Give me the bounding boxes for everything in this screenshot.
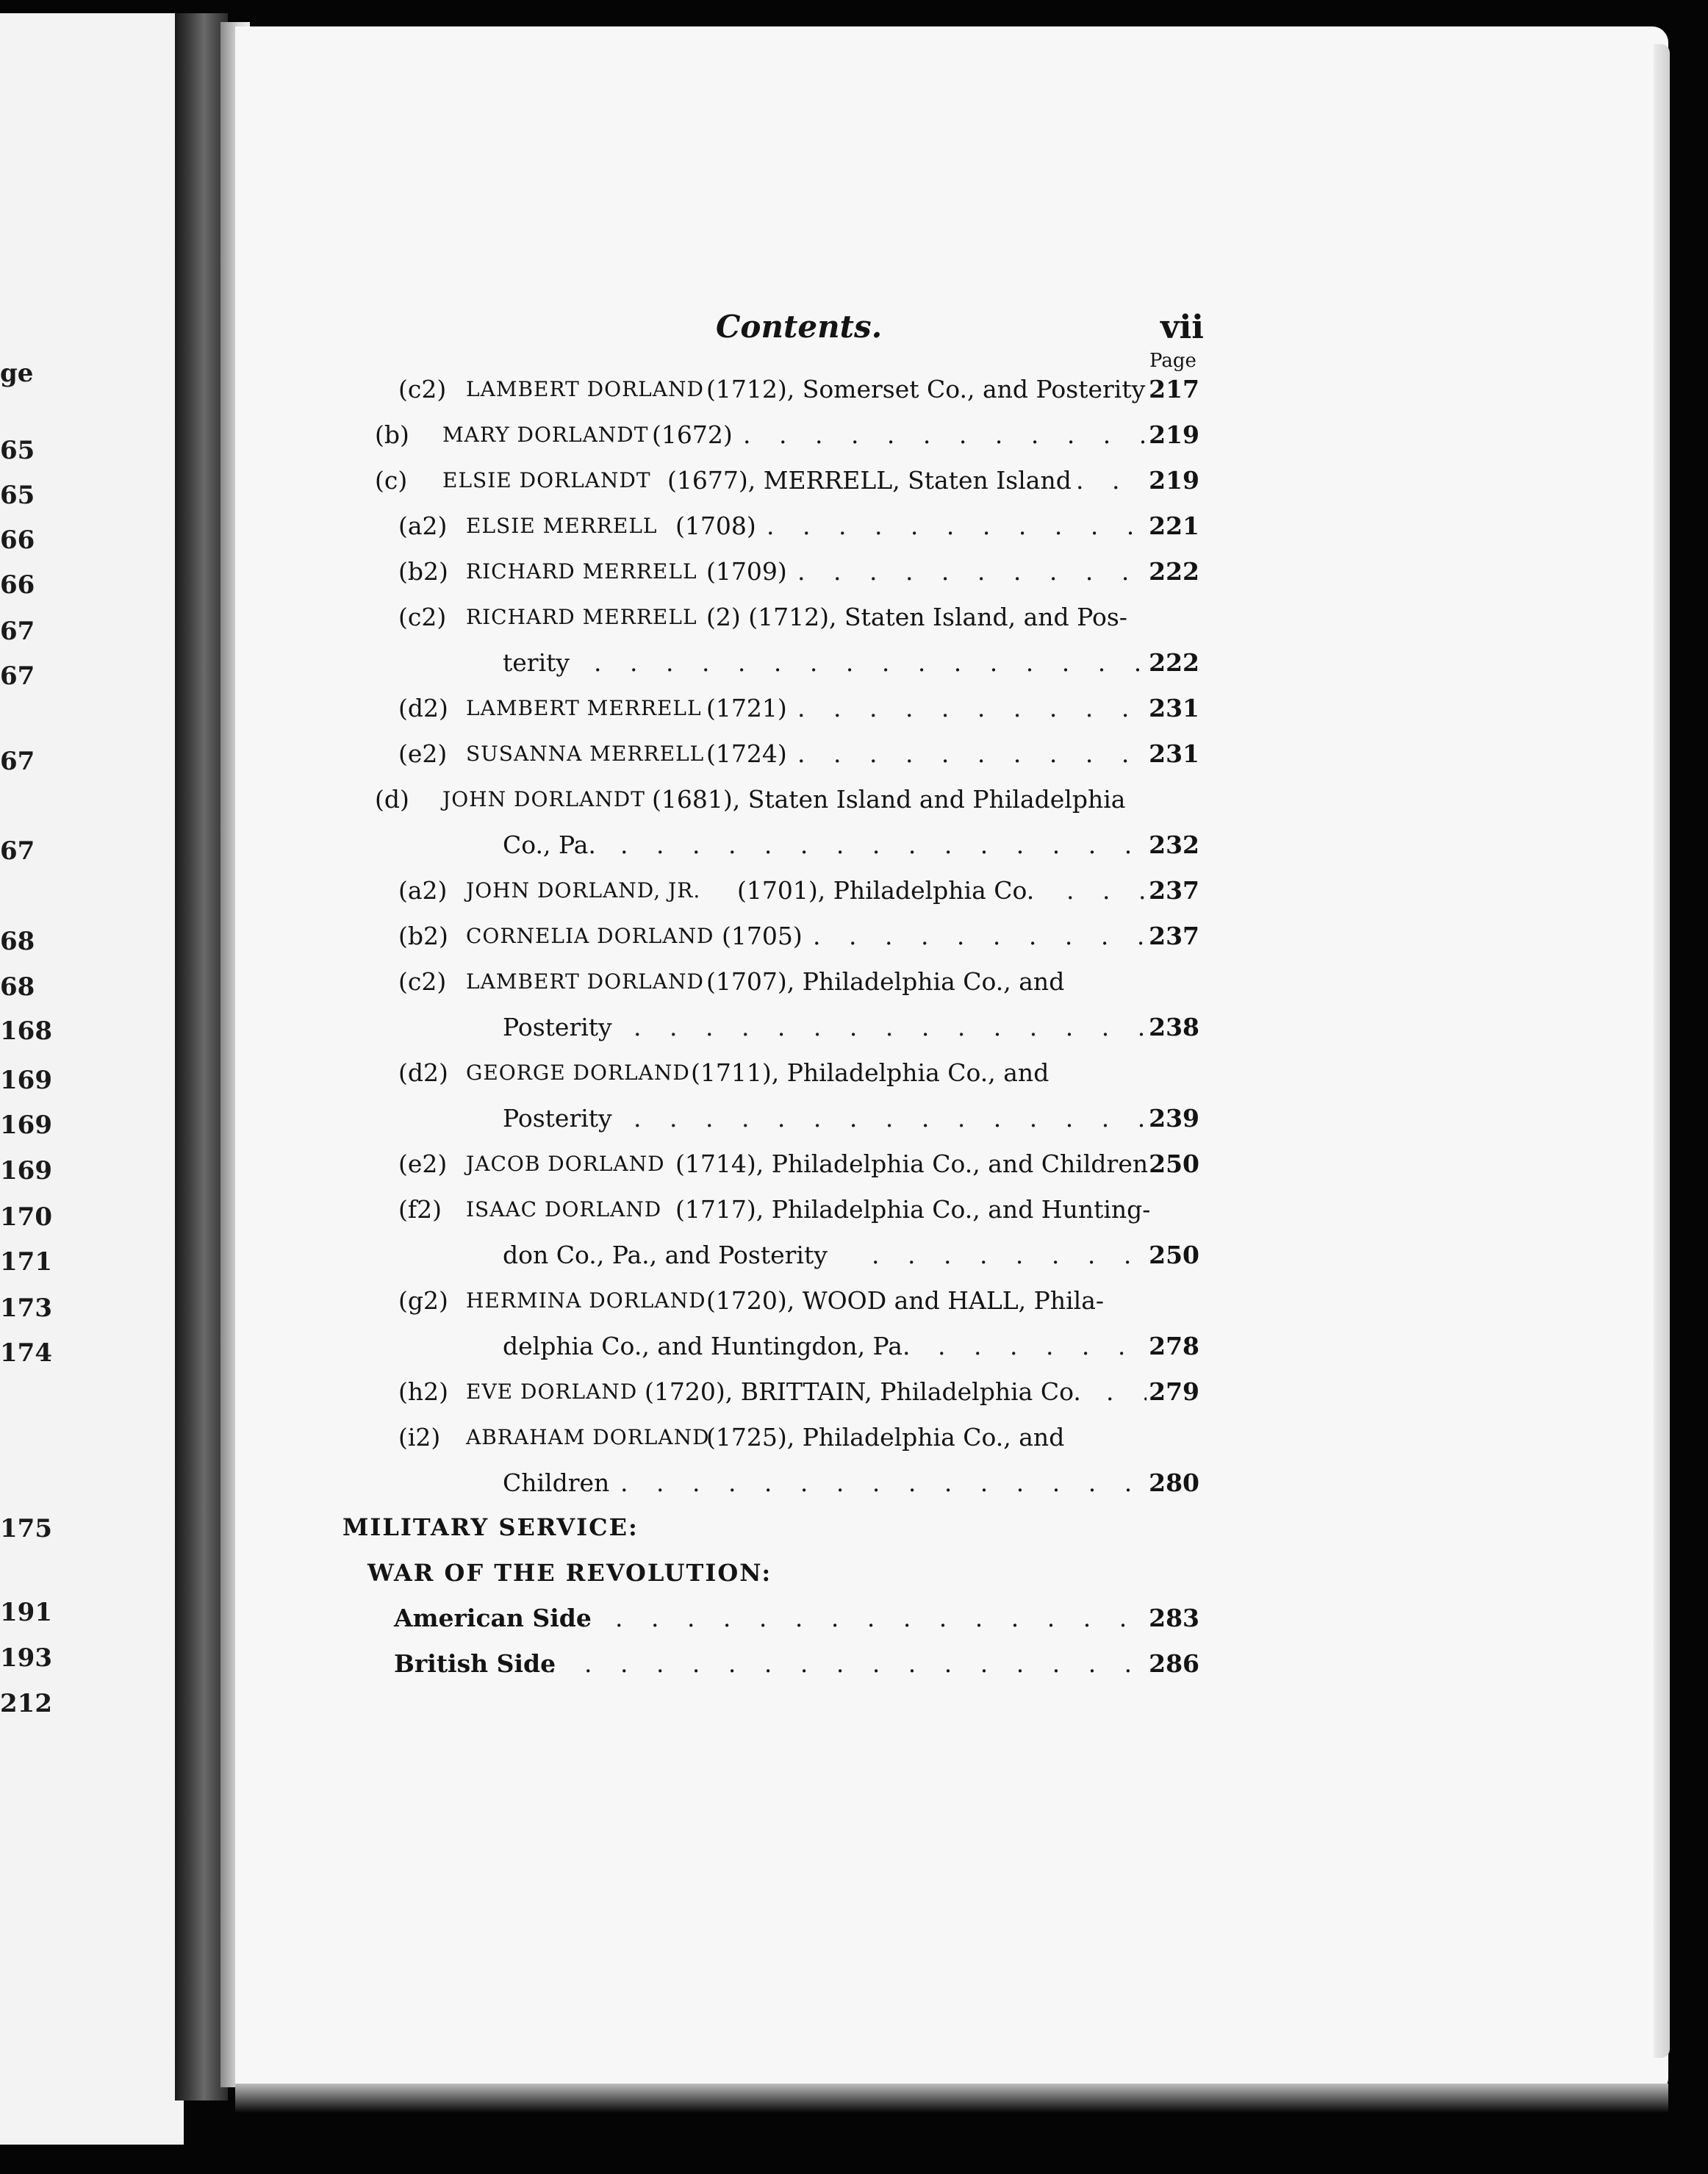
left-page-number: 193	[0, 1643, 52, 1673]
left-page-number: ge	[0, 359, 34, 388]
leader-dots	[579, 1599, 1148, 1637]
left-page-number: 175	[0, 1514, 52, 1543]
entry-code: (e2)	[398, 1149, 448, 1178]
leader-dots	[1106, 1373, 1147, 1411]
entry-code: (c2)	[398, 603, 447, 631]
entry-description: (2) (1712), Staten Island, and Pos-	[706, 603, 1127, 631]
leader-dots	[548, 1645, 1148, 1683]
toc-entry	[345, 598, 1199, 636]
entry-page: 238	[1149, 1013, 1199, 1041]
toc-entry	[345, 1236, 1199, 1274]
leader-dots	[620, 1464, 1147, 1502]
toc-entry-american-side	[394, 1599, 1199, 1637]
toc-entry	[345, 1418, 1199, 1457]
left-page-number: 191	[0, 1598, 52, 1627]
left-page-number: 65	[0, 481, 35, 510]
entry-label: American Side	[394, 1604, 592, 1632]
page-number: vii	[1160, 309, 1204, 346]
entry-code: (a2)	[398, 512, 448, 540]
left-page-number: 66	[0, 570, 35, 600]
toc-entry	[345, 370, 1199, 409]
entry-description: (1725), Philadelphia Co., and	[706, 1423, 1065, 1452]
leader-dots	[594, 644, 1147, 682]
left-page-number: 65	[0, 436, 35, 465]
entry-name: ELSIE DORLANDT	[442, 468, 651, 492]
toc-entry	[345, 689, 1199, 728]
entry-description: delphia Co., and Huntingdon, Pa.	[503, 1332, 911, 1360]
entry-description: (1720), BRITTAIN, Philadelphia Co.	[645, 1377, 1081, 1406]
entry-name: JOHN DORLAND, JR.	[466, 878, 701, 903]
entry-page: 232	[1149, 831, 1199, 859]
entry-page: 237	[1149, 922, 1199, 950]
leader-dots	[767, 507, 1147, 545]
toc-entry	[345, 1464, 1199, 1502]
entry-code: (d2)	[398, 694, 448, 722]
left-page-number: 67	[0, 617, 35, 646]
toc-entry	[345, 872, 1199, 910]
toc-entry	[345, 1282, 1199, 1320]
entry-page: 217	[1149, 375, 1199, 403]
toc-entry	[345, 1008, 1199, 1047]
leader-dots	[938, 1327, 1147, 1366]
entry-description: Posterity	[503, 1013, 612, 1041]
toc-entry	[345, 1373, 1199, 1411]
toc-entry	[345, 1191, 1199, 1229]
entry-name: CORNELIA DORLAND	[466, 924, 714, 948]
entry-name: ISAAC DORLAND	[466, 1197, 662, 1221]
entry-code: (f2)	[398, 1195, 442, 1224]
entry-description: Posterity	[503, 1104, 612, 1133]
toc-entry	[345, 781, 1199, 819]
toc-entry	[345, 553, 1199, 591]
entry-description: (1720), WOOD and HALL, Phila-	[706, 1286, 1105, 1315]
entry-code: (c2)	[398, 967, 447, 996]
section-heading-revolution: WAR OF THE REVOLUTION:	[367, 1559, 772, 1587]
entry-code: (h2)	[398, 1377, 448, 1406]
entry-description: don Co., Pa., and Posterity	[503, 1241, 828, 1269]
entry-page: 280	[1149, 1468, 1199, 1497]
entry-description: (1677), MERRELL, Staten Island	[667, 466, 1072, 495]
entry-name: LAMBERT MERRELL	[466, 696, 702, 720]
page-title: Contents.	[716, 309, 883, 345]
entry-description: (1712), Somerset Co., and Posterity	[706, 375, 1146, 403]
leader-dots	[634, 1008, 1147, 1047]
entry-description: (1714), Philadelphia Co., and Children	[675, 1149, 1149, 1178]
entry-description: (1705)	[722, 922, 803, 950]
left-page-number: 169	[0, 1156, 52, 1185]
entry-name: ABRAHAM DORLAND	[466, 1425, 710, 1449]
entry-name: JOHN DORLANDT	[442, 787, 645, 811]
entry-page: 286	[1149, 1649, 1199, 1678]
entry-name: LAMBERT DORLAND	[466, 377, 704, 401]
left-page	[0, 13, 184, 2145]
toc-entry	[345, 1145, 1199, 1183]
entry-description: (1707), Philadelphia Co., and	[706, 967, 1065, 996]
leader-dots	[1076, 462, 1147, 500]
left-page-number: 169	[0, 1111, 52, 1140]
left-page-number: 67	[0, 661, 35, 691]
entry-page: 250	[1149, 1149, 1199, 1178]
toc-entry	[345, 507, 1199, 545]
toc-entry	[345, 644, 1199, 682]
left-page-number: 169	[0, 1066, 52, 1095]
left-page-number: 67	[0, 836, 35, 866]
toc-entry	[345, 917, 1199, 955]
entry-name: EVE DORLAND	[466, 1380, 638, 1404]
section-heading-military: MILITARY SERVICE:	[342, 1513, 639, 1541]
entry-page: 250	[1149, 1241, 1199, 1269]
entry-description: (1711), Philadelphia Co., and	[691, 1058, 1049, 1087]
leader-dots	[1066, 872, 1147, 910]
page-column-label: Page	[1149, 350, 1196, 372]
left-page-number: 171	[0, 1247, 52, 1277]
entry-page: 239	[1149, 1104, 1199, 1133]
leader-dots	[872, 1236, 1147, 1274]
leader-dots	[797, 735, 1147, 773]
toc-entry	[345, 462, 1199, 500]
entry-page: 219	[1149, 420, 1199, 449]
left-page-number: 212	[0, 1689, 52, 1718]
entry-description: (1681), Staten Island and Philadelphia	[652, 785, 1126, 814]
entry-description: (1701), Philadelphia Co.	[737, 876, 1035, 905]
entry-page: 279	[1149, 1377, 1199, 1406]
entry-description: (1672)	[652, 420, 733, 449]
entry-description: terity	[503, 648, 570, 677]
left-page-number: 173	[0, 1294, 52, 1323]
entry-code: (i2)	[398, 1423, 441, 1452]
entry-page: 231	[1149, 739, 1199, 768]
entry-description: (1717), Philadelphia Co., and Hunting-	[675, 1195, 1151, 1224]
entry-code: (g2)	[398, 1286, 448, 1315]
entry-code: (a2)	[398, 876, 448, 905]
toc-entry	[345, 1054, 1199, 1092]
entry-page: 231	[1149, 694, 1199, 722]
leader-dots	[797, 553, 1147, 591]
entry-code: (b)	[375, 420, 409, 449]
entry-name: JACOB DORLAND	[466, 1152, 665, 1176]
page-header	[716, 309, 1204, 353]
entry-code: (c)	[375, 466, 408, 495]
entry-page: 221	[1149, 512, 1199, 540]
entry-label: British Side	[394, 1649, 556, 1678]
entry-page: 219	[1149, 466, 1199, 495]
leader-dots	[743, 416, 1147, 454]
toc-entry	[345, 826, 1199, 864]
toc-entry-british-side	[394, 1645, 1199, 1683]
entry-description: (1709)	[706, 557, 787, 586]
entry-code: (e2)	[398, 739, 448, 768]
entry-code: (b2)	[398, 557, 448, 586]
entry-description: (1708)	[675, 512, 756, 540]
entry-name: GEORGE DORLAND	[466, 1061, 690, 1085]
entry-description: Co., Pa.	[503, 831, 596, 859]
left-page-number: 67	[0, 747, 35, 776]
leader-dots	[634, 1099, 1147, 1138]
entry-name: SUSANNA MERRELL	[466, 742, 705, 766]
entry-code: (d)	[375, 785, 409, 814]
left-page-number: 68	[0, 927, 35, 956]
leader-dots	[813, 917, 1147, 955]
toc-entry	[345, 416, 1199, 454]
left-page-number: 66	[0, 525, 35, 555]
entry-page: 222	[1149, 648, 1199, 677]
entry-name: HERMINA DORLAND	[466, 1288, 706, 1313]
entry-page: 278	[1149, 1332, 1199, 1360]
bottom-shadow	[235, 2084, 1668, 2113]
entry-page: 237	[1149, 876, 1199, 905]
left-page-number: 174	[0, 1338, 52, 1368]
entry-name: MARY DORLANDT	[442, 423, 649, 447]
entry-description: (1721)	[706, 694, 787, 722]
left-page-number: 68	[0, 972, 35, 1002]
leader-dots	[797, 689, 1147, 728]
entry-code: (d2)	[398, 1058, 448, 1087]
entry-page: 222	[1149, 557, 1199, 586]
entry-code: (c2)	[398, 375, 447, 403]
left-page-number: 170	[0, 1202, 52, 1232]
page-edge	[1654, 44, 1670, 2058]
entry-name: ELSIE MERRELL	[466, 514, 658, 538]
entry-name: LAMBERT DORLAND	[466, 969, 704, 994]
entry-code: (b2)	[398, 922, 448, 950]
toc-entry	[345, 1099, 1199, 1138]
left-page-number: 168	[0, 1016, 52, 1046]
toc-entry	[345, 963, 1199, 1001]
leader-dots	[620, 826, 1147, 864]
toc-entry	[345, 1327, 1199, 1366]
entry-description: (1724)	[706, 739, 787, 768]
entry-name: RICHARD MERRELL	[466, 605, 697, 629]
toc-entry	[345, 735, 1199, 773]
entry-page: 283	[1149, 1604, 1199, 1632]
entry-name: RICHARD MERRELL	[466, 559, 697, 584]
entry-description: Children	[503, 1468, 610, 1497]
